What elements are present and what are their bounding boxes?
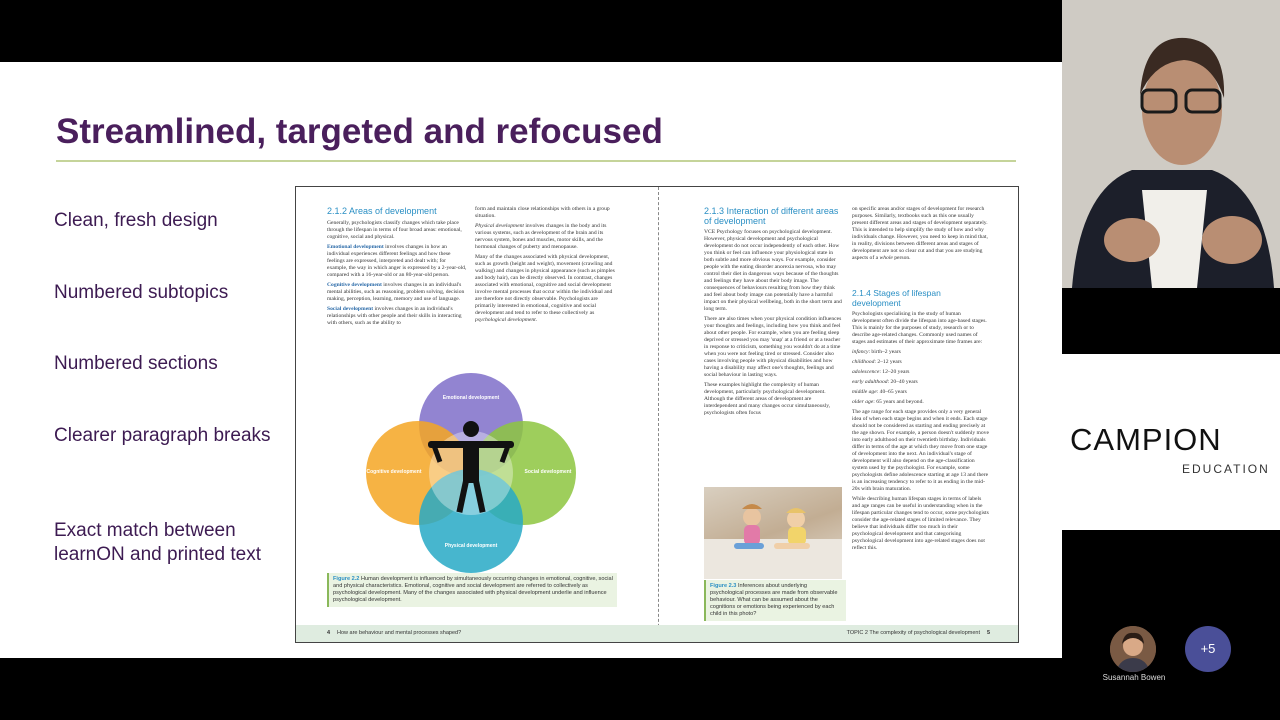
paragraph xyxy=(475,223,618,251)
bullet-item: Numbered subtopics xyxy=(54,282,229,303)
logo-subtitle: EDUCATION xyxy=(1182,462,1270,476)
paragraph: The age range for each stage provides only a very general idea of when each stage begins and when it ends. Each stage should not be considered as starting and ending precisely at the age shown. For example, a person doesn't suddenly move into early adulthood on their twentieth birthday. Individuals differ in terms of the age at which they move from one stage of development into the next. An individual's stage of development will also depend on the age-classification system used by the psychologist. For example, some psychologists define adolescence starting at age 13 and there is an increasing tendency to refer to it as ending in the mid-20s with brain maturation. xyxy=(852,409,989,492)
paragraph xyxy=(327,282,467,303)
figure-label: Figure 2.3 xyxy=(710,583,737,589)
slide-title: Streamlined, targeted and refocused xyxy=(56,112,663,151)
right-page-column-2-top xyxy=(852,206,990,278)
section-heading: 2.1.3 Interaction of different areas of development xyxy=(704,206,839,226)
page-footer xyxy=(296,625,1018,642)
stage-item xyxy=(852,369,990,376)
stage-name: infancy xyxy=(852,349,869,355)
paragraph xyxy=(327,244,467,279)
stage-range: : 65 years and beyond. xyxy=(873,399,924,405)
venn-label-emotional: Emotional development xyxy=(442,395,500,401)
left-page-column-2 xyxy=(475,206,618,371)
venn-label-social: Social development xyxy=(524,469,572,475)
paragraph: While describing human lifespan stages in terms of labels and age ranges can be useful in understanding when in the lifespan particular changes tend to occur, some psychologists consider the age-related stages of limited relevance. They believe that individuals differ too much in their psychological development and that categorising psychological development into age-related stages does not reflect this. xyxy=(852,496,989,551)
stage-name: adolescence xyxy=(852,369,880,375)
children-photo xyxy=(704,487,842,579)
page-number-left: 4 xyxy=(327,630,331,636)
stage-item xyxy=(852,379,990,386)
bullet-item: Numbered sections xyxy=(54,353,218,374)
stage-item xyxy=(852,399,990,406)
term: Physical development xyxy=(475,223,524,229)
left-page-column-1 xyxy=(327,220,467,370)
paragraph: These examples highlight the complexity of human development, particularly psychological development. Although the different areas of development are interdependent and many changes occur simultaneously, psychologists often focus xyxy=(704,382,831,416)
bullet-item: Clearer paragraph breaks xyxy=(54,425,271,446)
page-spine xyxy=(658,187,659,642)
term: psychological development. xyxy=(475,317,538,323)
stage-item xyxy=(852,359,990,366)
venn-label-physical: Physical development xyxy=(444,543,498,549)
figure-label: Figure 2.2 xyxy=(333,576,360,582)
stage-range: : 2–12 years xyxy=(874,359,902,365)
stage-name: older age xyxy=(852,399,874,405)
text: involves changes in an individual's mental abilities, such as reasoning, problem solving, decision making, perception, learning, memory and use of language. xyxy=(327,282,465,302)
title-divider xyxy=(56,160,1016,162)
caption-text: Human development is influenced by simultaneously occurring changes in emotional, cognitive, social and physical characteristics. Emotional, cognitive and social development are referred to collectively as psychological development. Many of the changes associated with physical development underlie and influence psychological development. xyxy=(333,576,613,603)
figure-caption xyxy=(704,580,846,621)
paragraph xyxy=(852,206,990,262)
logo-wordmark: CAMPION xyxy=(1070,422,1222,457)
stage-name: childhood xyxy=(852,359,875,365)
stage-range: : 12–20 years xyxy=(879,369,910,375)
more-participants-button[interactable]: +5 xyxy=(1185,626,1231,672)
term: Emotional development xyxy=(327,244,384,250)
paragraph: Psychologists specialising in the study of human development often divide the lifespan into age-based stages. This is mainly for the purposes of study, research or to describe age-related changes. Commonly used names of stages and estimates of their approximate time frames are: xyxy=(852,311,987,345)
bullet-item: Exact match between learnON and printed text xyxy=(54,520,262,565)
bullet-item: Clean, fresh design xyxy=(54,210,218,231)
paragraph xyxy=(475,254,618,324)
presenter-video[interactable] xyxy=(1062,0,1280,288)
stage-range: : 20–40 years xyxy=(887,379,918,385)
section-heading: 2.1.2 Areas of development xyxy=(327,206,437,216)
stage-range: : birth–2 years xyxy=(868,349,901,355)
text: involves changes in how an individual experiences different feelings and how these feelings are expressed, interpreted and dealt with; for example, the way in which anger is expressed by a 2-year-old, compared with a 16-year-old or an 80-year-old person. xyxy=(327,244,467,278)
term: Cognitive development xyxy=(327,282,382,288)
text: involves changes in an individual's relationships with other people and their skills in interacting with others, such as the ability to xyxy=(327,306,462,326)
footer-title-left: How are behaviour and mental processes shaped? xyxy=(337,630,462,636)
caption-text: Inferences about underlying psychological processes are made from observable behaviour. What can be assumed about the cognitions or emotions being experienced by each child in this photo? xyxy=(710,583,838,617)
presenter-silhouette xyxy=(1062,0,1280,288)
venn-label-cognitive: Cognitive development xyxy=(366,469,422,475)
footer-title-right: TOPIC 2 The complexity of psychological development xyxy=(846,630,980,636)
children-playing-image xyxy=(704,487,842,579)
campion-logo-panel xyxy=(1062,354,1280,530)
text: person. xyxy=(892,255,911,261)
figure-caption xyxy=(327,573,617,607)
term: Social development xyxy=(327,306,374,312)
text: on specific areas and/or stages of development for research purposes. Similarly, textbooks such as this one usually present different areas and stages of development separately. This is intended to help simplify the study of how and why individuals change. However, you need to keep in mind that, in reality, divisions between different areas and stages of development are not so clear cut and that you are studying aspects of a xyxy=(852,206,988,261)
right-page-column-2 xyxy=(852,311,990,621)
right-page-column-1 xyxy=(704,229,844,484)
development-venn-diagram xyxy=(366,373,576,573)
subsection-heading: 2.1.4 Stages of lifespan development xyxy=(852,288,941,308)
participant-name: Susannah Bowen xyxy=(1102,673,1166,682)
stage-name: early adulthood xyxy=(852,379,888,385)
paragraph: VCE Psychology focuses on psychological development. However, physical development and psychological development do not occur independently of each other. How you think or feel can influence your physiological state in both subtle and more obvious ways. For example, consider people with the eating disorder anorexia nervosa, who may control their diet in dangerous ways because of the thoughts and feelings they have about their body image. The consequences of behaviours resulting from how they think and feel about body image can potentially have a harmful impact on their physical wellbeing, both in the short term and long term. xyxy=(704,229,842,312)
term: whole xyxy=(878,255,893,261)
presentation-slide xyxy=(0,62,1062,658)
page-number-right: 5 xyxy=(986,630,990,636)
participant-avatar[interactable] xyxy=(1110,626,1156,672)
stage-name: middle age xyxy=(852,389,877,395)
text: involves changes in the body and its various systems, such as development of the brain and its nervous system, bones and muscles, motor skills, and the hormonal changes of puberty and menopause. xyxy=(475,223,607,250)
stage-item xyxy=(852,349,990,356)
paragraph xyxy=(327,306,467,327)
paragraph: There are also times when your physical condition influences your thoughts and feelings, including how you think and feel about other people. For example, when you are feeling sleep deprived or stressed you may 'snap' at a friend or at a teacher in response to criticism, something you wouldn't do at a time when you were not feeling tired or stressed. Consider also cases involving people with physical disabilities and how having a disability may affect one's thoughts, feelings and social behaviour in lasting ways. xyxy=(704,316,842,378)
text: Many of the changes associated with physical development, such as growth (height and weight), movement (crawling and walking) and changes in physical appearance (such as pimples and body hair), can be directly observed. In contrast, changes associated with emotional, cognitive and social development involve mental processes that occur within the individual and are therefore not directly observable. Psychologists are primarily interested in emotional, cognitive and social development and tend to refer to these collectively as xyxy=(475,254,615,316)
stage-item xyxy=(852,389,990,396)
textbook-spread xyxy=(295,186,1019,643)
stage-range: : 40–65 years xyxy=(876,389,907,395)
paragraph: Generally, psychologists classify changes which take place through the lifespan in terms of four broad areas: emotional, cognitive, social and physical. xyxy=(327,220,462,240)
paragraph: form and maintain close relationships with others in a group situation. xyxy=(475,206,610,219)
participant-photo xyxy=(1110,626,1156,672)
